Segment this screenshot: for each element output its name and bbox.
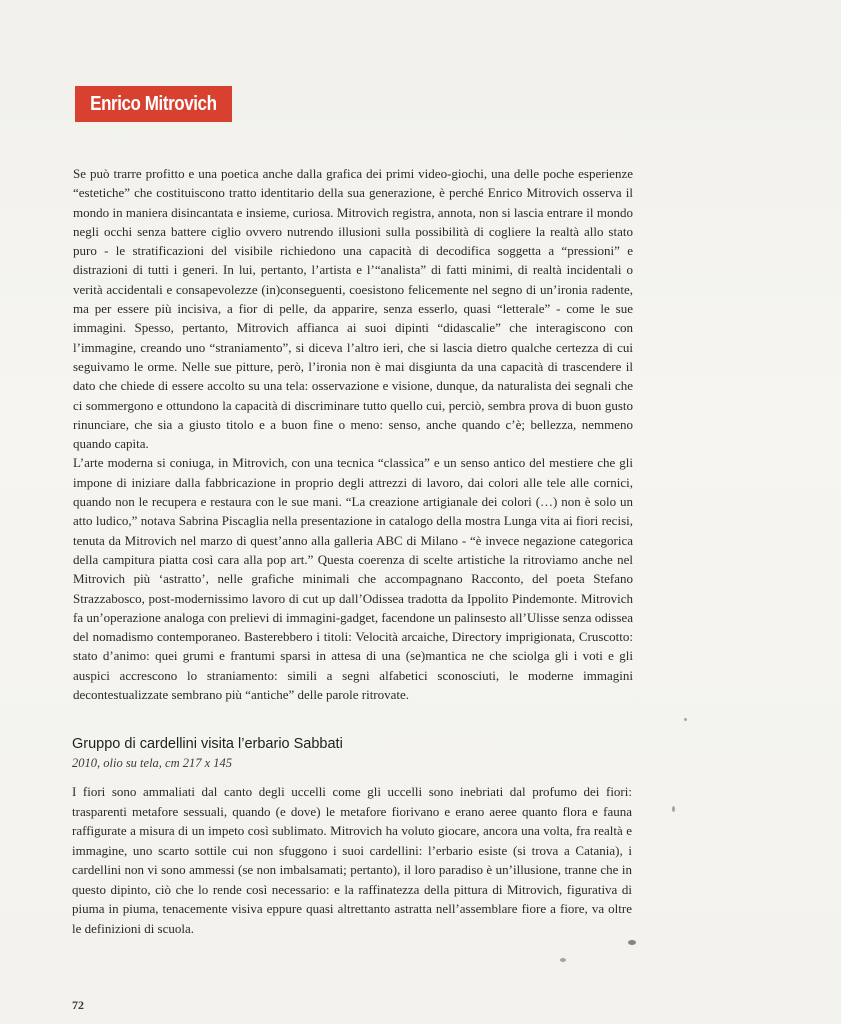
- title-banner: [75, 86, 232, 122]
- artwork-title: Gruppo di cardellini visita l’erbario Sabbati: [72, 736, 343, 752]
- page-number: 72: [72, 998, 84, 1012]
- artwork-details: 2010, olio su tela, cm 217 x 145: [72, 756, 233, 770]
- artwork-paragraph: I fiori sono ammaliati dal canto degli uccelli come gli uccelli sono inebriati dal profumo dei fiori: trasparenti metafore sessuali, quando (e dove) le metafore fiorivano e erano aeree quanto flora e fauna raffigurate a misura di un impeto così sublimato. Mitrovich ha voluto giocare, ancora una volta, fra realtà e immagine, uno scarto sottile cui non sfuggono i suoi cardellini: l’erbario esiste (si trova a Catania), i cardellini non vi sono ammessi (se non imbalsamati; pertanto), il loro paradiso è un’illusione, tranne che in questo dipinto, ciò che lo rende così necessario: e la raffinatezza della pittura di Mitrovich, figurativa di piuma in piuma, tenacemente visiva eppure quasi altrettanto astratta nell’assemblare fiore a fiore, va oltre le definizioni di scuola.: [72, 784, 632, 936]
- body-paragraph-2: L’arte moderna si coniuga, in Mitrovich, con una tecnica “classica” e un senso antico del mestiere che gli impone di iniziare dalla fabbricazione in proprio degli attrezzi di lavoro, dai colori alle tele alle cornici, quando non le recupera e restaura con le sue mani. “La creazione artigianale dei colori (…) non è solo un atto ludico,” notava Sabrina Piscaglia nella presentazione in catalogo della mostra Lunga vita ai fiori recisi, tenuta da Mitrovich nel marzo di quest’anno alla galleria ABC di Milano - “è invece negazione categorica della campitura piatta così cara alla pop art.” Questa coerenza di scelte artistiche la ritroviamo anche nel Mitrovich più ‘astratto’, nelle grafiche minimali che accompagnano Racconto, del poeta Stefano Strazzabosco, post-modernissimo lavoro di cut up dall’Odissea tradotta da Ippolito Pindemonte. Mitrovich fa un’operazione analoga con prelievi di immagini-gadget, facendone un palinsesto all’Ulisse senza odissea del nomadismo contemporaneo. Basterebbero i titoli: Velocità arcaiche, Directory imprigionata, Cruscotto: stato d’animo: quei grumi e frantumi sparsi in attesa di una (se)mantica ne che sciolga gli i voti e gli auspici accrescono lo straniamento: simili a segni alfabetici sconosciuti, le moderne immagini decontestualizzate sembrano più “antiche” delle parole ritrovate.: [73, 455, 633, 703]
- scan-speck: [628, 940, 636, 945]
- artwork-description: [72, 782, 632, 938]
- body-paragraph-1: Se può trarre profitto e una poetica anche dalla grafica dei primi video-giochi, una delle poche esperienze “estetiche” che costituiscono tratto identitario della sua generazione, è perché Enrico Mitrovich osserva il mondo in maniera disincantata e insieme, curiosa. Mitrovich registra, annota, non si lascia entrare il mondo negli occhi senza battere ciglio ovvero nutrendo illusioni sulla possibilità di cogliere la realtà allo stato puro - le stratificazioni del visibile richiedono una capacità di decodifica soggetta a “pressioni” e distrazioni di tutti i generi. In lui, pertanto, l’artista e l’“analista” di fatti minimi, di realtà incidentali o verità accidentali e consapevolezze (in)conseguenti, coesistono felicemente nel segno di un’ironia radente, ma per essere più incisiva, a fior di pelle, da apparire, senza esserlo, quasi “letterale” - come le sue immagini. Spesso, pertanto, Mitrovich affianca ai suoi dipinti “didascalie” che interagiscono con l’immagine, creando uno “straniamento”, si diceva l’altro ieri, che si lascia dietro qualche certezza di cui seguivamo le orme. Nelle sue pitture, però, l’ironia non è mai disgiunta da una capacità di trascendere il dato che chiede di essere accolto su una tela: osservazione e visione, dunque, da naturalista dei segnali che ci sommergono e ottundono la capacità di discriminare tutto quello cui, perciò, sembra prova di buon gusto rinunciare, che sia a giusto titolo e a buon fine o meno: senso, anche quando c’è; bellezza, nemmeno quando capita.: [73, 166, 633, 452]
- scan-speck: [684, 718, 687, 721]
- scan-speck: [560, 958, 566, 962]
- article-body: [73, 164, 633, 704]
- scan-speck: [672, 806, 675, 812]
- article-title: Enrico Mitrovich: [90, 92, 217, 115]
